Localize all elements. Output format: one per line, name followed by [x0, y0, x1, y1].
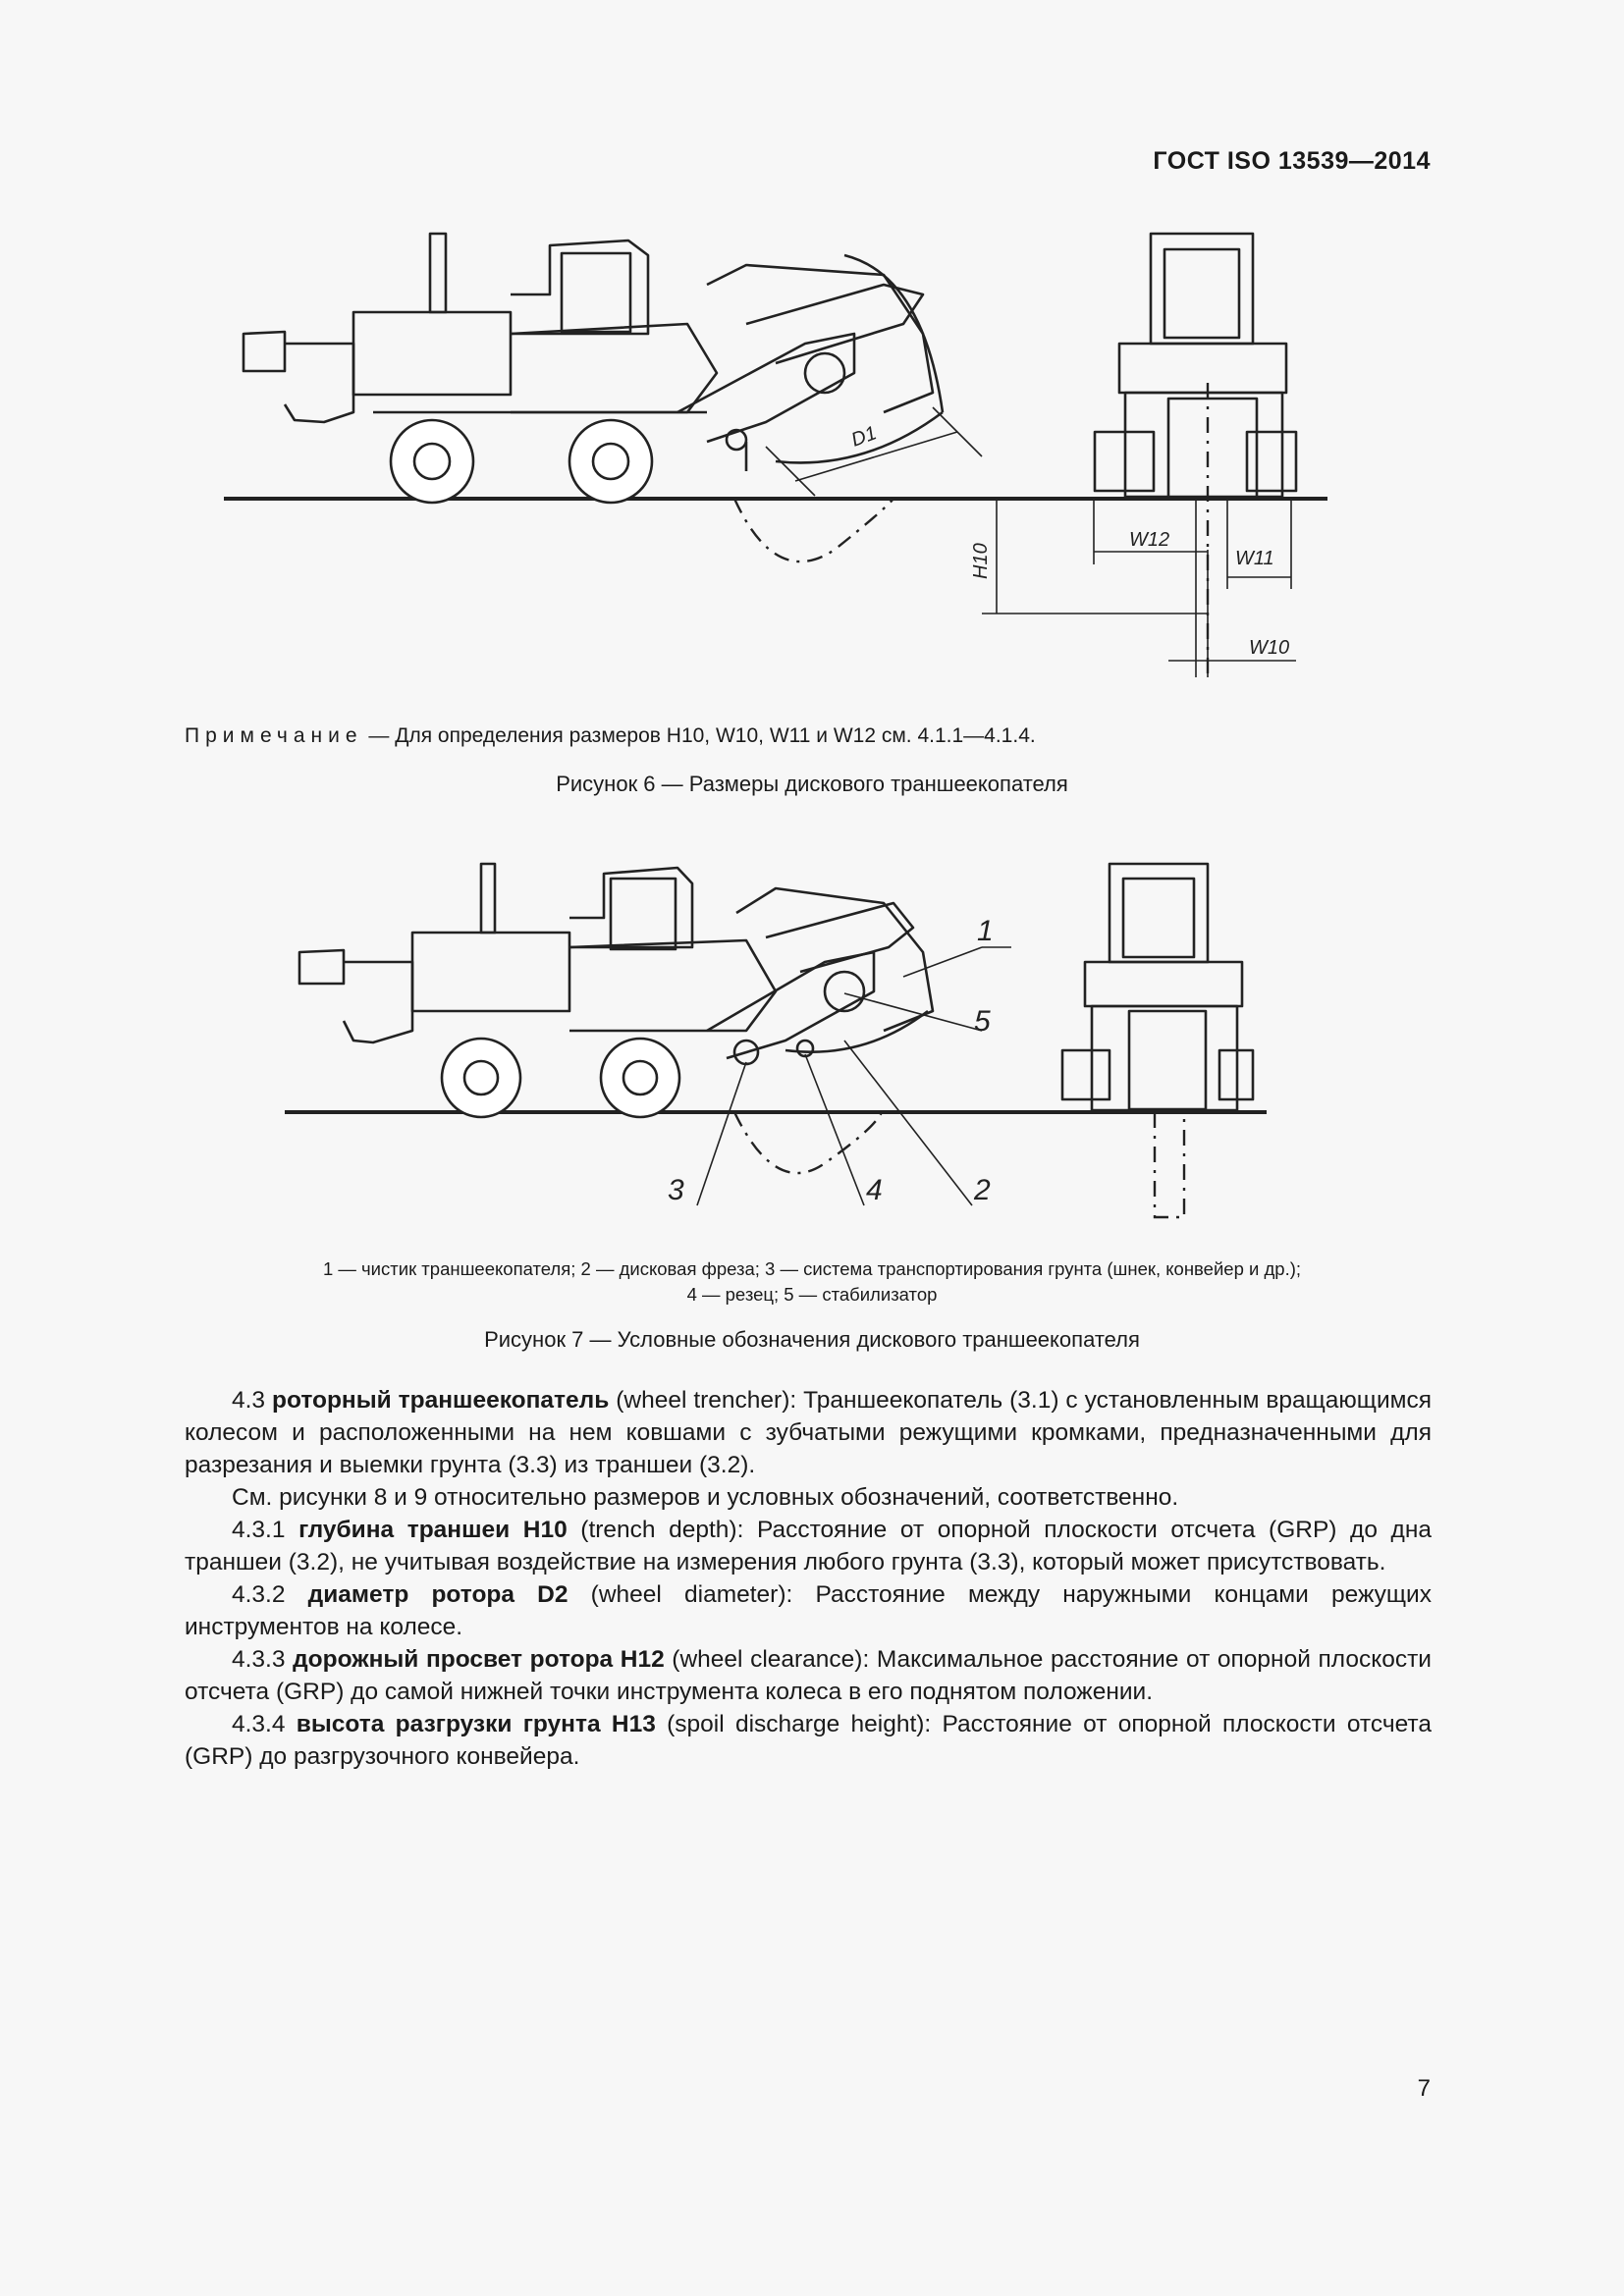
callout-5: 5 — [974, 1005, 991, 1038]
paragraph-see-figures: См. рисунки 8 и 9 относительно размеров и условных обозначений, соответственно. — [232, 1484, 1179, 1511]
trencher-front-view-7 — [1062, 864, 1253, 1217]
figure-6-caption: Рисунок 6 — Размеры дискового траншеекопателя — [556, 772, 1068, 796]
term: роторный траншеекопатель — [272, 1387, 610, 1414]
callout-2: 2 — [974, 1174, 991, 1206]
callout-4: 4 — [866, 1174, 883, 1206]
definition: (wheel diameter): Расстояние между наружными концами режущих инструментов на колесе. — [185, 1581, 1432, 1640]
definition: (wheel trencher): Траншеекопатель (3.1) с установленным вращающимся колесом и расположенными на нем ковшами с зубчатыми режущими кромками, предназначенными для разрезания и выемки грунта (3.3) из траншеи (3.2). — [185, 1387, 1433, 1478]
clause-number: 4.3 — [232, 1387, 272, 1414]
figure-6-drawing — [0, 216, 1624, 687]
term: дорожный просвет ротора H12 — [293, 1646, 665, 1673]
dim-label-h10: H10 — [970, 543, 992, 579]
definition: (wheel clearance): Максимальное расстояние от опорной плоскости отсчета (GRP) до самой нижней точки инструмента колеса в его поднятом положении. — [185, 1646, 1432, 1705]
paragraph-4-3-4 — [185, 1708, 1432, 1773]
dim-label-w12: W12 — [1129, 529, 1170, 551]
definition: (trench depth): Расстояние от опорной плоскости отсчета (GRP) до дна траншеи (3.2), не учитывая воздействие на измерения любого грунта (3.3), который может присутствовать. — [185, 1517, 1432, 1575]
note-text: — Для определения размеров H10, W10, W11 и W12 см. 4.1.1—4.1.4. — [362, 724, 1036, 747]
figure-7-legend — [0, 1256, 1624, 1308]
note-lead: Примечание — [185, 724, 363, 747]
dim-label-d1: D1 — [848, 422, 880, 452]
paragraph-4-3 — [185, 1384, 1432, 1481]
dim-label-w10: W10 — [1249, 637, 1290, 659]
callout-1: 1 — [977, 915, 994, 947]
clause-number: 4.3.3 — [232, 1646, 294, 1673]
legend-line-2: 4 — резец; 5 — стабилизатор — [686, 1284, 938, 1305]
dim-label-w11: W11 — [1235, 548, 1274, 569]
trencher-side-view-7 — [299, 864, 933, 1173]
clause-number: 4.3.1 — [232, 1517, 299, 1543]
figure-7-drawing — [0, 844, 1624, 1237]
term: диаметр ротора D2 — [307, 1581, 568, 1608]
figure-6-note — [185, 724, 1036, 748]
clause-number: 4.3.4 — [232, 1711, 297, 1737]
trencher-side-view — [244, 234, 982, 561]
figure-7-caption: Рисунок 7 — Условные обозначения дискового траншеекопателя — [484, 1327, 1140, 1352]
term: глубина траншеи H10 — [298, 1517, 568, 1543]
paragraph-4-3-3 — [185, 1643, 1432, 1708]
page-number: 7 — [1417, 2075, 1431, 2102]
paragraph-4-3-2 — [185, 1578, 1432, 1643]
definition: (spoil discharge height): Расстояние от опорной плоскости отсчета (GRP) до разгрузочного конвейера. — [185, 1711, 1432, 1770]
clause-number: 4.3.2 — [232, 1581, 308, 1608]
body-text — [185, 1384, 1432, 1773]
paragraph-4-3-1 — [185, 1514, 1432, 1578]
legend-line-1: 1 — чистик траншеекопателя; 2 — дисковая фреза; 3 — система транспортирования грунта (шнек, конвейер и др.); — [322, 1258, 1302, 1279]
term: высота разгрузки грунта H13 — [296, 1711, 656, 1737]
standard-code: ГОСТ ISO 13539—2014 — [1153, 147, 1431, 175]
callout-3: 3 — [668, 1174, 684, 1206]
